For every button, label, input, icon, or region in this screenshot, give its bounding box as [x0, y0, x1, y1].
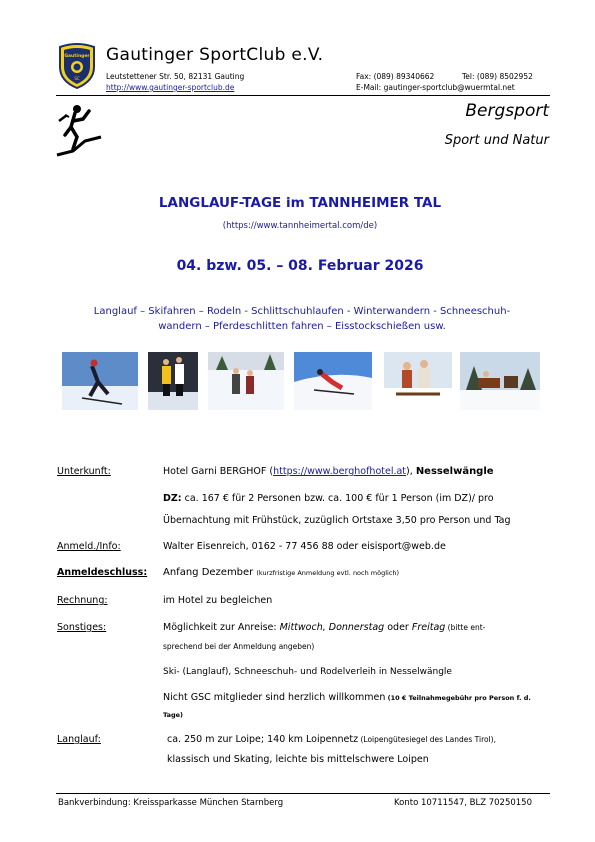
org-fax: Fax: (089) 89340662	[356, 72, 435, 81]
club-logo	[58, 43, 96, 89]
climber-icon	[55, 101, 103, 157]
footer-bank: Bankverbindung: Kreissparkasse München Starnberg	[58, 798, 284, 808]
dz-label: DZ:	[163, 493, 182, 504]
value-rechnung: im Hotel zu begleichen	[163, 595, 273, 606]
photo-snowshoe-hikers	[208, 352, 284, 410]
value-sonstiges-1b: sprechend bei der Anmeldung angeben)	[163, 642, 315, 651]
label-rechnung: Rechnung:	[57, 595, 108, 606]
activities-line: Langlauf – Skifahren – Rodeln - Schlittschuhlaufen - Winterwandern - Schneeschuh-	[93, 306, 511, 317]
org-website-link[interactable]: http://www.gautinger-sportclub.de	[106, 83, 235, 92]
sonst1-c: oder	[384, 622, 412, 633]
value-dz-2: Übernachtung mit Frühstück, zuzüglich Ortstaxe 3,50 pro Person und Tag	[163, 515, 511, 526]
value-sonstiges-3b: Tage)	[163, 711, 184, 719]
photo-downhill-skier	[294, 352, 372, 410]
sonst1-d: Freitag	[411, 622, 446, 633]
schluss-note: (kurzfristige Anmeldung evtl. noch möglich)	[256, 569, 400, 577]
hotel-place: Nesselwängle	[415, 466, 494, 477]
label-anmeld: Anmeld./Info:	[57, 541, 121, 552]
value-langlauf	[167, 734, 496, 745]
header-divider	[56, 95, 550, 96]
sonst1-a: Möglichkeit zur Anreise:	[163, 622, 280, 633]
hotel-close: ),	[406, 466, 413, 477]
label-unterkunft: Unterkunft:	[57, 466, 111, 477]
label-anmeldeschluss: Anmeldeschluss:	[57, 567, 148, 578]
sonst3-note: (10 € Teilnahmegebühr pro Person f. d.	[385, 694, 531, 702]
value-unterkunft	[163, 466, 494, 477]
hotel-name: Hotel Garni BERGHOF (	[163, 466, 274, 477]
value-anmeld: Walter Eisenreich, 0162 - 77 456 88 oder eisisport@web.de	[163, 541, 446, 552]
label-sonstiges: Sonstiges:	[57, 622, 107, 633]
event-activities	[60, 304, 544, 334]
activities-line: wandern – Pferdeschlitten fahren – Eisstockschießen usw.	[158, 321, 446, 332]
sonst3: Nicht GSC mitglieder sind herzlich willkommen	[163, 692, 386, 703]
footer-konto: Konto 10711547, BLZ 70250150	[394, 798, 532, 808]
hotel-link[interactable]: https://www.berghofhotel.at	[273, 466, 407, 477]
event-title: LANGLAUF-TAGE im TANNHEIMER TAL	[158, 195, 442, 211]
svg-text:Gautinger: Gautinger	[64, 54, 90, 59]
langlauf-note: (Loipengütesiegel des Landes Tirol),	[358, 735, 496, 744]
org-tel: Tel: (089) 8502952	[462, 72, 533, 81]
label-langlauf: Langlauf:	[57, 734, 101, 745]
value-sonstiges-3	[163, 692, 531, 703]
org-email: E-Mail: gautinger-sportclub@wuermtal.net	[356, 83, 515, 92]
event-date: 04. bzw. 05. – 08. Februar 2026	[176, 258, 424, 274]
org-address: Leutstettener Str. 50, 82131 Gauting	[106, 72, 245, 81]
photo-cross-country-skier	[62, 352, 138, 410]
department-subtitle: Sport und Natur	[444, 133, 549, 148]
langlauf-value: ca. 250 m zur Loipe; 140 km Loipennetz	[167, 734, 359, 745]
dz-text: ca. 167 € für 2 Personen bzw. ca. 100 € für 1 Person (im DZ)/ pro	[184, 493, 494, 504]
value-sonstiges-2: Ski- (Langlauf), Schneeschuh- und Rodelverleih in Nesselwängle	[163, 667, 452, 677]
photo-skiing-pair	[148, 352, 198, 410]
value-anmeldeschluss	[163, 567, 399, 578]
event-url: (https://www.tannheimertal.com/de)	[222, 221, 378, 231]
svg-text:SC: SC	[74, 76, 80, 81]
department-name: Bergsport	[465, 101, 549, 121]
sonst1-b: Mittwoch, Donnerstag	[279, 622, 385, 633]
value-sonstiges-1	[163, 622, 485, 633]
footer-divider	[56, 793, 550, 794]
sonst1-note: (bitte ent-	[445, 623, 486, 632]
value-langlauf-2: klassisch und Skating, leichte bis mittelschwere Loipen	[167, 754, 429, 765]
photo-horse-sleigh	[460, 352, 540, 410]
photo-sledding-couple	[384, 352, 452, 410]
schluss-value: Anfang Dezember	[163, 567, 254, 578]
value-dz	[163, 493, 494, 504]
org-name: Gautinger SportClub e.V.	[106, 45, 324, 65]
